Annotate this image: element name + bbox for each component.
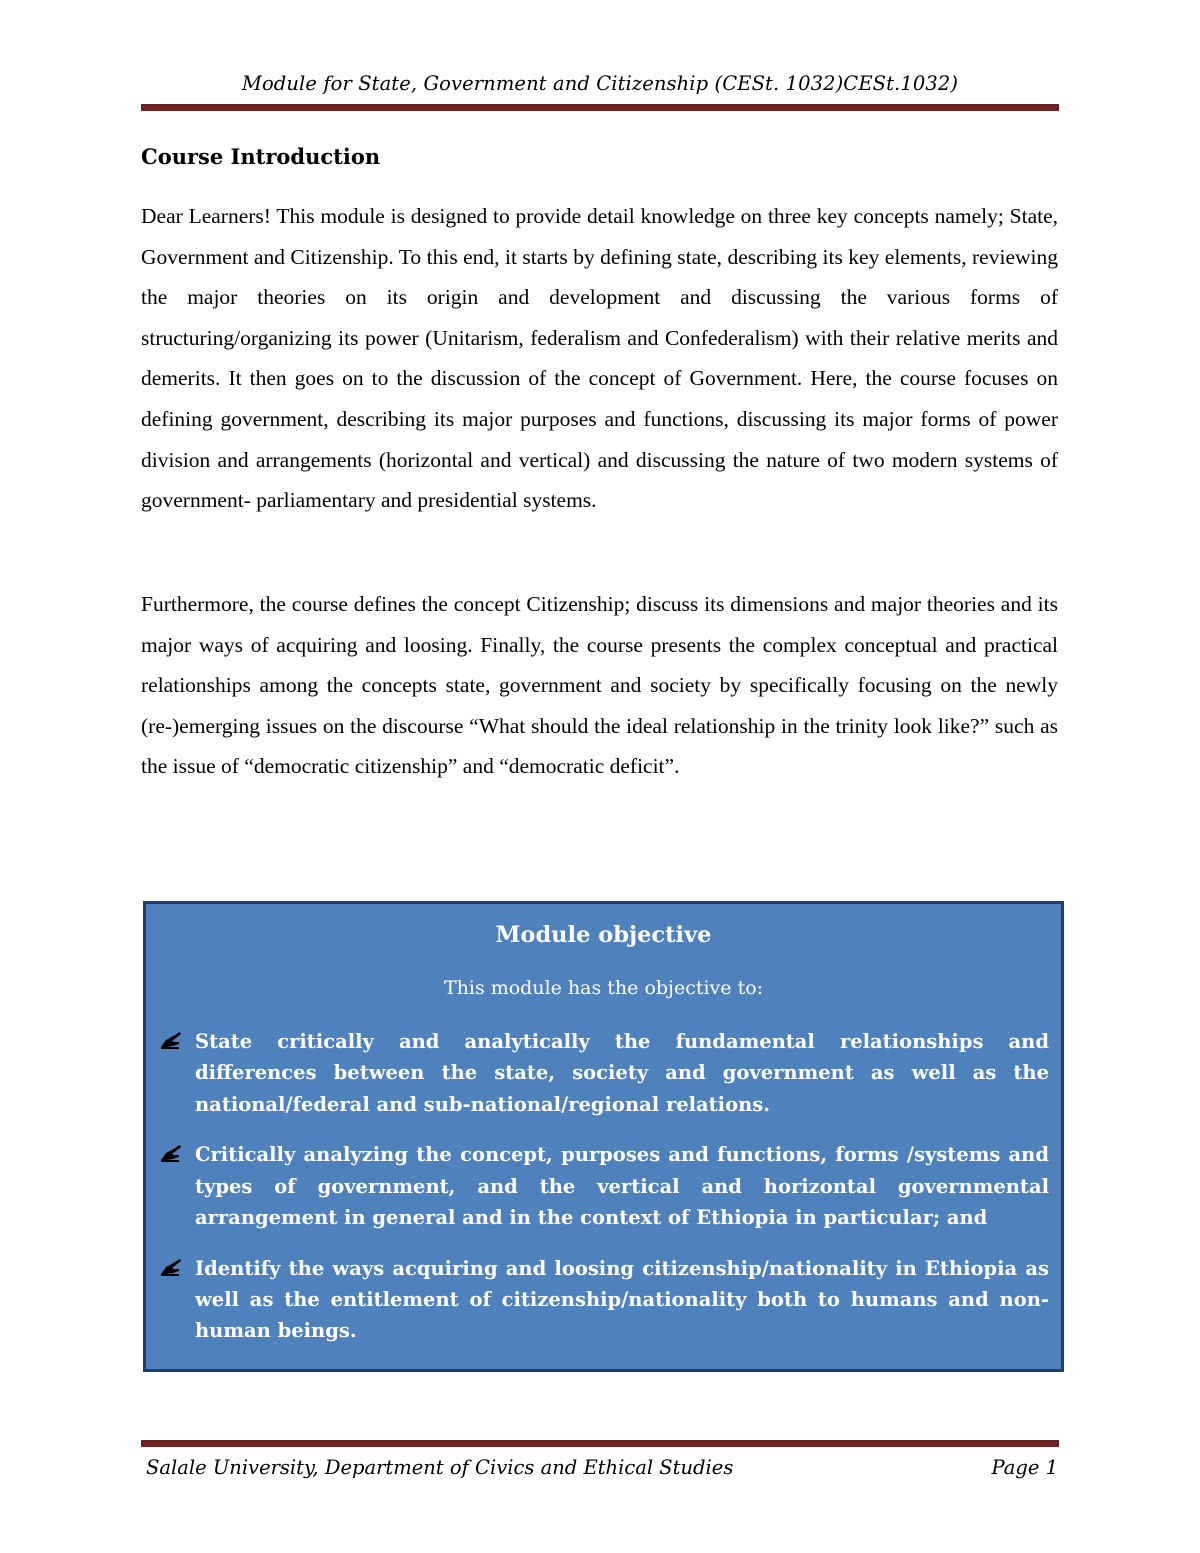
objective-item-text: Identify the ways acquiring and loosing citizenship/nationality in Ethiopia as well as the entitlement of citizenship/nationality both to humans and non-human beings. [195,1256,1049,1343]
footer-divider [141,1440,1059,1447]
section-heading: Course Introduction [141,144,381,169]
objective-list [160,1026,1049,1366]
header-divider [141,104,1059,111]
intro-paragraph-1: Dear Learners! This module is designed to provide detail knowledge on three key concepts namely; State, Government and Citizenship. To this end, it starts by defining state, describing its key elements, reviewing the major theories on its origin and development and discussing the various forms of structuring/organizing its power (Unitarism, federalism and Confederalism) with their relative merits and demerits. It then goes on to the discussion of the concept of Government. Here, the course focuses on defining government, describing its major purposes and functions, discussing its major forms of power division and arrangements (horizontal and vertical) and discussing the nature of two modern systems of government- parliamentary and presidential systems. [141,204,1058,513]
objective-title: Module objective [495,922,712,948]
objective-subtitle: This module has the objective to: [443,977,764,999]
writing-hand-icon [160,1143,182,1163]
objective-item [160,1139,1049,1233]
footer-institution: Salale University, Department of Civics and Ethical Studies [146,1456,734,1479]
objective-item-text: Critically analyzing the concept, purposes and functions, forms /systems and types of government, and the vertical and horizontal governmental arrangement in general and in the context of Ethiopia in particular; and [195,1143,1049,1229]
page-number: Page 1 [991,1456,1058,1479]
objective-item [160,1026,1049,1120]
objective-item [160,1253,1049,1347]
module-objective-box [143,901,1064,1372]
writing-hand-icon [160,1030,182,1050]
writing-hand-icon [160,1257,182,1277]
objective-item-text: State critically and analytically the fundamental relationships and differences between the state, society and government as well as the national/federal and sub-national/regional relations. [195,1030,1049,1116]
page-header-title: Module for State, Government and Citizenship (CESt. 1032)CESt.1032) [241,72,959,95]
intro-paragraph-2: Furthermore, the course defines the concept Citizenship; discuss its dimensions and major theories and its major ways of acquiring and loosing. Finally, the course presents the complex conceptual and practical relationships among the concepts state, government and society by specifically focusing on the newly (re-)emerging issues on the discourse “What should the ideal relationship in the trinity look like?” such as the issue of “democratic citizenship” and “democratic deficit”. [141,592,1058,779]
